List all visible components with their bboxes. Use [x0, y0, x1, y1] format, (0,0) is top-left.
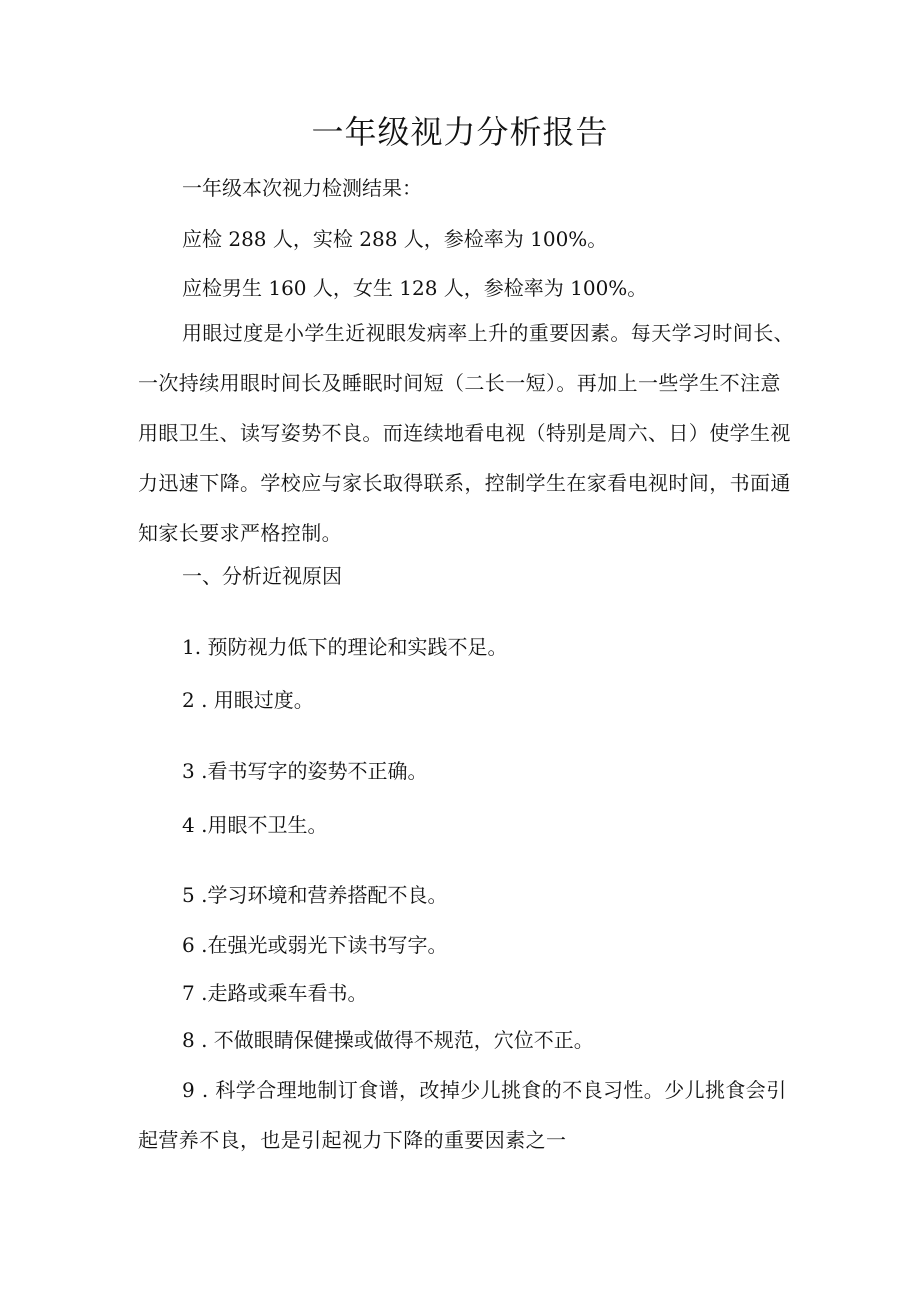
- analysis-paragraph: 用眼过度是小学生近视眼发病率上升的重要因素。每天学习时间长、一次持续用眼时间长及睡眠时间短（二长一短）。再加上一些学生不注意用眼卫生、读写姿势不良。而连续地看电视（特别是周六、日）使学生视力迅速下降。学校应与家长取得联系，控制学生在家看电视时间，书面通知家长要求严格控制。: [138, 321, 794, 545]
- list-item: 4 .用眼不卫生。: [182, 813, 328, 837]
- list-item: 8 . 不做眼睛保健操或做得不规范，穴位不正。: [182, 1028, 594, 1052]
- document-title: 一年级视力分析报告: [311, 113, 609, 151]
- list-item-9: 9 . 科学合理地制订食谱，改掉少儿挑食的不良习性。少儿挑食会引起营养不良，也是引起视力下降的重要因素之一: [138, 1078, 787, 1152]
- section-heading: 一、分析近视原因: [182, 564, 342, 588]
- summary-line-total: 应检 288 人，实检 288 人，参检率为 100%。: [182, 227, 608, 251]
- list-item: 7 .走路或乘车看书。: [182, 981, 368, 1005]
- summary-heading: 一年级本次视力检测结果：: [182, 176, 422, 200]
- list-item: 2 . 用眼过度。: [182, 688, 314, 712]
- list-item: 1. 预防视力低下的理论和实践不足。: [182, 635, 508, 659]
- list-item: 6 .在强光或弱光下读书写字。: [182, 933, 448, 957]
- list-item: 5 .学习环境和营养搭配不良。: [182, 883, 448, 907]
- list-item: 3 .看书写字的姿势不正确。: [182, 759, 428, 783]
- summary-line-gender: 应检男生 160 人，女生 128 人，参检率为 100%。: [182, 276, 648, 300]
